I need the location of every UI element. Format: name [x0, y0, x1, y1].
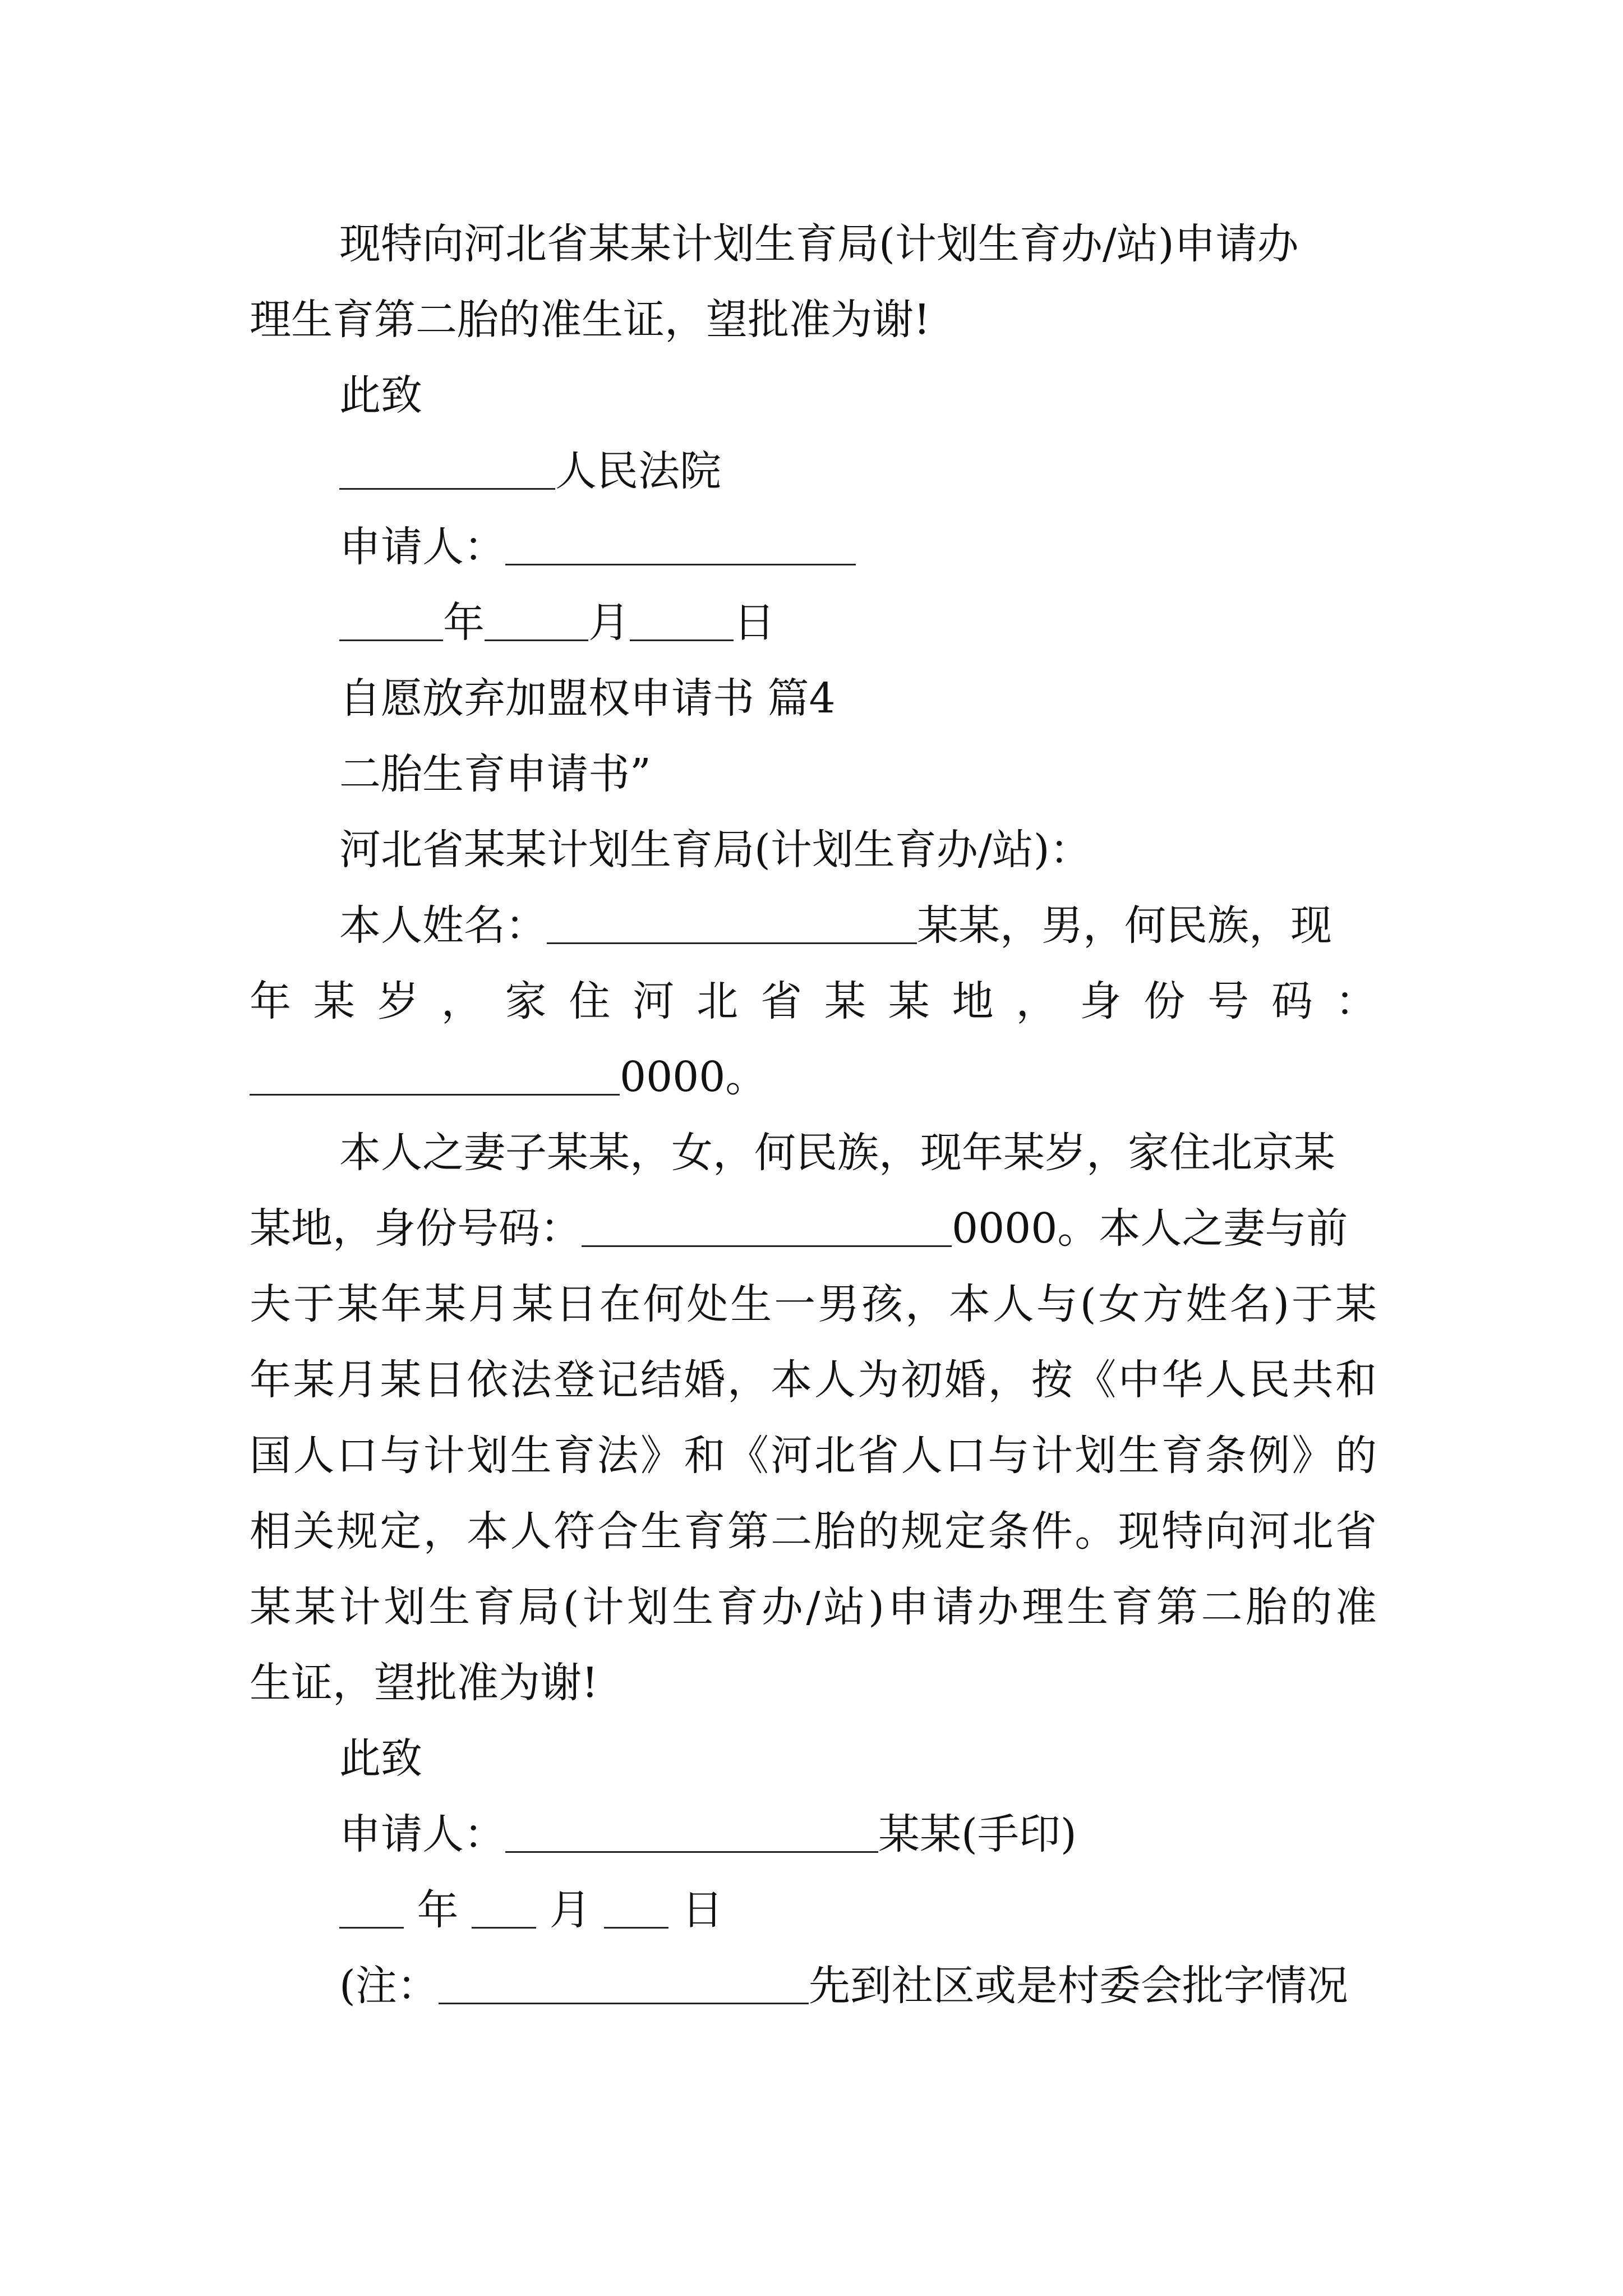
wife-id-rest: 0000。本人之妻与前 [952, 1204, 1348, 1253]
salutation: 此致 [339, 371, 422, 420]
blank-line [505, 1810, 878, 1853]
blank-line [439, 1961, 809, 2004]
paragraph-line: 现特向河北省某某计划生育局(计划生育办/站)申请办 [339, 220, 1299, 268]
age-line [250, 973, 1377, 1029]
date-month: 月 [549, 1886, 591, 1934]
applicant-line [339, 519, 1377, 575]
court-label: 人民法院 [555, 447, 721, 495]
blank-line [339, 447, 555, 490]
blank-line [505, 522, 856, 565]
blank-line [582, 1204, 952, 1247]
blank-line [250, 1052, 620, 1096]
blank-line [485, 598, 588, 641]
spaced-char: 身 [1080, 977, 1122, 1025]
subtitle: 二胎生育申请书” [339, 750, 651, 798]
date-day: 日 [734, 599, 775, 647]
date-year: 年 [417, 1886, 459, 1934]
spaced-char: 北 [697, 977, 739, 1025]
spaced-char: ： [1335, 977, 1377, 1025]
note-line [339, 1958, 1377, 2014]
date-year: 年 [443, 599, 485, 647]
paragraph-line [250, 1200, 1377, 1257]
applicant-suffix: 某某(手印) [878, 1810, 1077, 1858]
spaced-char: 某 [824, 977, 866, 1025]
paragraph-line: 理生育第二胎的准生证，望批准为谢! [250, 296, 930, 344]
date-day: 日 [681, 1886, 723, 1934]
applicant-label: 申请人： [339, 1810, 505, 1858]
id-suffix: 0000。 [620, 1053, 767, 1101]
blank-line [547, 901, 917, 944]
paragraph-line: 某某计划生育局(计划生育办/站)申请办理生育第二胎的准 [250, 1583, 1377, 1631]
paragraph-line: 国人口与计划生育法》和《河北省人口与计划生育条例》的 [250, 1432, 1377, 1480]
paragraph-line: 夫于某年某月某日在何处生一男孩，本人与(女方姓名)于某 [250, 1280, 1377, 1328]
name-rest: 某某，男，何民族，现 [917, 901, 1332, 950]
date-line [339, 1882, 1377, 1938]
spaced-char: 年 [250, 977, 291, 1025]
spaced-char: ， [1016, 977, 1058, 1025]
spaced-char: 份 [1144, 977, 1186, 1025]
paragraph-line: 生证，望批准为谢! [250, 1659, 598, 1707]
blank-line [604, 1885, 668, 1929]
section-title: 自愿放弃加盟权申请书 篇4 [339, 674, 836, 723]
date-line [339, 595, 1377, 651]
id-line [250, 1049, 1377, 1105]
note-rest: 先到社区或是村委会批字情况 [808, 1962, 1348, 2010]
spaced-char: 岁 [377, 977, 419, 1025]
recipient: 河北省某某计划生育局(计划生育办/站)： [339, 826, 1091, 874]
applicant-signature-line [339, 1806, 1377, 1862]
blank-line [472, 1885, 536, 1929]
spaced-char: 码 [1271, 977, 1313, 1025]
spaced-char: 某 [888, 977, 930, 1025]
paragraph-line: 年某月某日依法登记结婚，本人为初婚，按《中华人民共和 [250, 1356, 1377, 1404]
note-label: (注： [339, 1962, 439, 2010]
spaced-char: 地 [952, 977, 994, 1025]
spaced-char: 号 [1207, 977, 1249, 1025]
spaced-char: 家 [505, 977, 547, 1025]
blank-line [630, 598, 734, 641]
spaced-char: ， [441, 977, 483, 1025]
salutation: 此致 [339, 1734, 422, 1783]
spaced-char: 住 [569, 977, 611, 1025]
applicant-label: 申请人： [339, 523, 505, 571]
date-month: 月 [588, 599, 630, 647]
blank-line [339, 598, 443, 641]
paragraph-line: 本人之妻子某某，女，何民族，现年某岁，家住北京某 [339, 1129, 1335, 1177]
spaced-char: 省 [760, 977, 802, 1025]
court-line [339, 443, 1377, 499]
name-label: 本人姓名： [339, 901, 547, 950]
spaced-char: 河 [633, 977, 675, 1025]
name-line [339, 898, 1377, 954]
spaced-char: 某 [313, 977, 355, 1025]
wife-id-label: 某地，身份号码： [250, 1204, 582, 1253]
paragraph-line: 相关规定，本人符合生育第二胎的规定条件。现特向河北省 [250, 1507, 1377, 1556]
blank-line [339, 1885, 404, 1929]
